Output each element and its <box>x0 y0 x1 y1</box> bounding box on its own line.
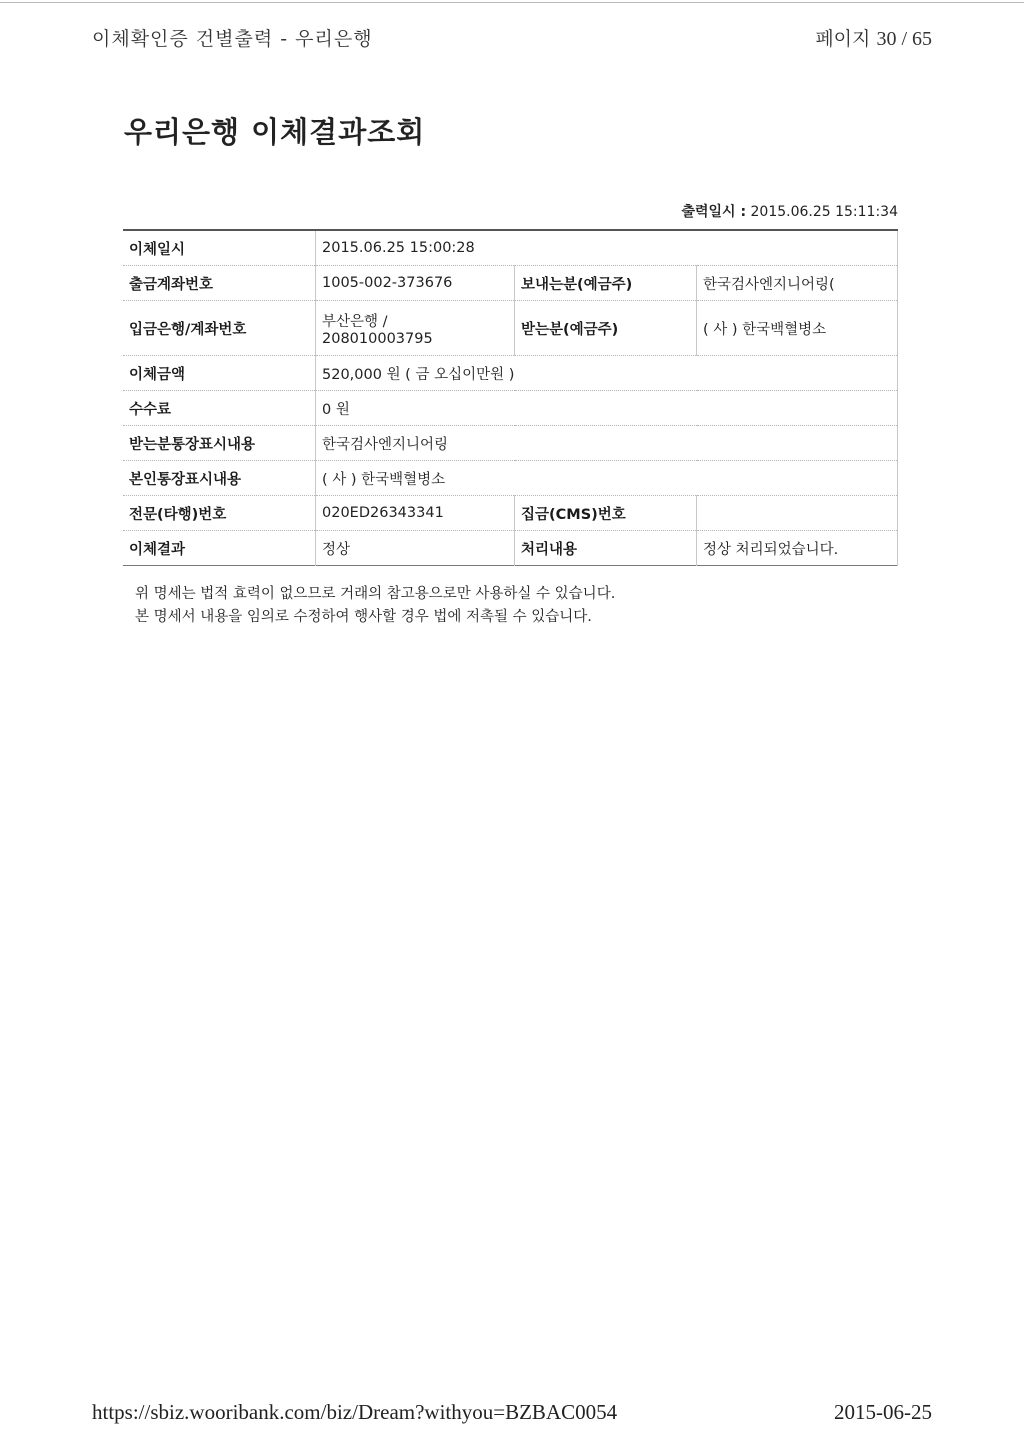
legal-notice <box>135 583 615 629</box>
table-row <box>123 301 898 356</box>
label-receiver: 받는분(예금주) <box>515 301 697 356</box>
page-number: 30 / 65 <box>876 28 932 50</box>
table-row <box>123 426 898 461</box>
page-title: 우리은행 이체결과조회 <box>124 115 426 149</box>
value-cms-no <box>697 496 898 531</box>
label-my-memo: 본인통장표시내용 <box>123 461 316 496</box>
notice-line-2: 본 명세서 내용을 임의로 수정하여 행사할 경우 법에 저촉될 수 있습니다. <box>135 609 592 625</box>
value-process: 정상 처리되었습니다. <box>697 531 898 566</box>
label-fee: 수수료 <box>123 391 316 426</box>
value-fee: 0 원 <box>316 391 898 426</box>
printed-datetime <box>681 201 898 221</box>
printed-label: 출력일시 : <box>681 204 747 220</box>
table-row <box>123 391 898 426</box>
label-sender: 보내는분(예금주) <box>515 266 697 301</box>
document-header-title: 이체확인증 건별출력 - 우리은행 <box>92 28 373 50</box>
table-row <box>123 461 898 496</box>
value-deposit-account <box>316 301 515 356</box>
footer-url: https://sbiz.wooribank.com/biz/Dream?withyou=BZBAC0054 <box>92 1400 618 1424</box>
table-row <box>123 230 898 266</box>
value-my-memo: ( 사 ) 한국백혈병소 <box>316 461 898 496</box>
label-receiver-memo: 받는분통장표시내용 <box>123 426 316 461</box>
value-transfer-datetime: 2015.06.25 15:00:28 <box>316 230 898 266</box>
table-row <box>123 266 898 301</box>
footer-date: 2015-06-25 <box>834 1400 932 1424</box>
value-sender: 한국검사엔지니어링( <box>697 266 898 301</box>
deposit-account-number: 208010003795 <box>322 330 433 347</box>
table-row <box>123 531 898 566</box>
value-amount: 520,000 원 ( 금 오십이만원 ) <box>316 356 898 391</box>
transfer-result-table <box>123 229 898 566</box>
label-result: 이체결과 <box>123 531 316 566</box>
value-telegram-no: 020ED26343341 <box>316 496 515 531</box>
value-withdraw-account: 1005-002-373676 <box>316 266 515 301</box>
label-amount: 이체금액 <box>123 356 316 391</box>
value-receiver-memo: 한국검사엔지니어링 <box>316 426 898 461</box>
notice-line-1: 위 명세는 법적 효력이 없으므로 거래의 참고용으로만 사용하실 수 있습니다. <box>135 586 616 602</box>
page-indicator <box>815 24 932 51</box>
deposit-bank: 부산은행 / <box>322 313 388 330</box>
label-transfer-datetime: 이체일시 <box>129 241 186 258</box>
printed-value: 2015.06.25 15:11:34 <box>750 204 898 220</box>
page-label: 페이지 <box>815 28 871 50</box>
value-result: 정상 <box>316 531 515 566</box>
label-process: 처리내용 <box>515 531 697 566</box>
label-deposit-account: 입금은행/계좌번호 <box>123 301 316 356</box>
label-telegram-no: 전문(타행)번호 <box>123 496 316 531</box>
top-rule <box>0 2 1024 3</box>
table-row <box>123 356 898 391</box>
label-withdraw-account: 출금계좌번호 <box>123 266 316 301</box>
table-row <box>123 496 898 531</box>
value-receiver: ( 사 ) 한국백혈병소 <box>697 301 898 356</box>
label-cms-no: 집금(CMS)번호 <box>515 496 697 531</box>
